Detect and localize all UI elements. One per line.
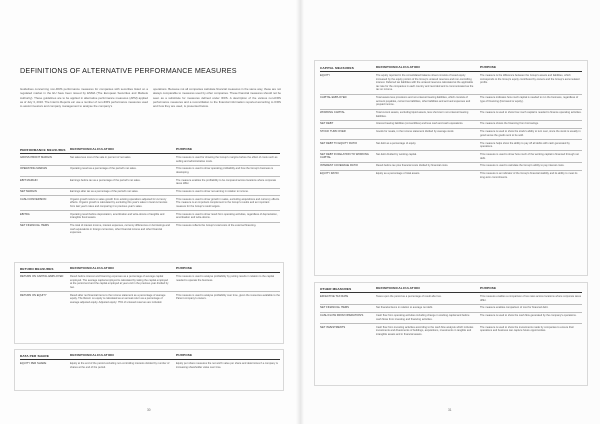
measure-definition: Organic growth refers to sales growth from existing operations adjusted for currency effects. Organic growth is calculated by excluding this year's sales in local currencies from last year's rates and comparing it to previous year's sales. <box>70 197 168 209</box>
measure-purpose: The measure indicates how much capital is needed to run the business, regardless of type of financing (borrowed or equity). <box>480 96 579 103</box>
intro-paragraph-left: Guidelines concerning non-IFRS performance measures for companies with securities listed on a regulated market in the EU have been issued by ESMA (The European Securities and Markets Authority). These guidelines are to be applied in alternative performance measures (APM) applied as of July 3, 2016. The Interim Reports etc use a number of non-IFRS performance measures used to assist investors and company management to analyse the company's <box>20 87 148 109</box>
table-row <box>20 154 280 165</box>
measure-purpose: This measure is an indicator of the Group's financial stability and its ability to meet its long-term commitments. <box>480 172 578 179</box>
measure-name: EFFECTIVE TAX RATE <box>320 294 349 298</box>
table-row <box>320 129 582 140</box>
measure-definition: Interest bearing liabilities (convertibles) and less cash and cash equivalents. <box>376 122 464 126</box>
column-header: PURPOSE <box>176 147 193 151</box>
measure-purpose: The measure enables comparison of cost for financed debt. <box>480 306 549 310</box>
page-title: DEFINITIONS OF ALTERNATIVE PERFORMANCE MEASURES <box>20 66 237 75</box>
measure-definition: Result before interest and financing expenses as a percentage of average capital employed. The average capital employed is calculated by taking the capital employed at the period end and the capital employed at year end in the previous year divided by two. <box>70 274 169 289</box>
measure-definition: Cash flow from operating activities including change in working capital and before cash flows from investing and financing activities. <box>376 314 470 321</box>
measure-name: CASH CONVERSION <box>20 197 47 201</box>
table-row <box>320 151 582 162</box>
measure-name: RETURN ON CAPITAL EMPLOYED <box>20 274 64 278</box>
table-row <box>20 189 280 197</box>
measure-definition: Total current assets, excluding liquid assets, less short-term non-interest bearing liabilities. <box>376 111 469 118</box>
measure-definition: Taxes upon the period as a percentage of result after tax. <box>376 294 442 298</box>
measure-definition: Goods for resale, in the income statement divided by average stock. <box>376 130 455 134</box>
table-row <box>320 140 582 151</box>
measure-purpose: This measure is used to calculate the Group's ability to pay interest costs. <box>480 164 565 168</box>
table-row <box>320 305 582 313</box>
data-per-share-table <box>20 354 280 371</box>
table-row <box>320 313 582 324</box>
measure-name: EQUITY RATIO <box>320 172 339 176</box>
measure-definition: Operating result as a percentage of the period's net sales. <box>70 167 137 171</box>
measure-name: INTEREST COVERAGE RATIO <box>320 164 358 168</box>
measure-name: CASH FLOW FROM OPERATION'S <box>320 314 364 318</box>
measure-definition: The total of interest income, interest expenses, currency differences on borrowings and cash equivalents in foreign currencies, other financial income and other financial expenses. <box>70 224 170 235</box>
table-row <box>320 95 582 110</box>
measure-purpose: This measure is used to analyse profitability over time, given the resources available to the Parent company's owners. <box>176 293 280 301</box>
measure-purpose: The measure is used to show the cash flow generated by the company's operations. <box>480 314 577 318</box>
table-row <box>320 110 582 121</box>
measure-name: NET INVESTMENTS <box>320 325 346 329</box>
table-row <box>20 273 280 292</box>
table-row <box>20 211 280 222</box>
measure-definition: Operating result before depreciation, amortization and write-downs of tangible and intangible fixed assets. <box>70 212 165 220</box>
measure-name: EBITDA <box>20 212 30 216</box>
measure-purpose: The measure is used to show the investments made by companies to ensure their operations and business can capture future opportunities. <box>480 325 574 333</box>
measure-name: EQUITY <box>320 73 331 77</box>
measure-name: NET FINANCIAL ITEMS <box>20 224 49 228</box>
column-header: PURPOSE <box>480 286 497 290</box>
table-row <box>20 223 280 237</box>
measure-name: RETURN ON EQUITY <box>20 293 47 297</box>
column-header: DATA PER SHARE <box>20 354 50 358</box>
measure-purpose: This measure reflects the Group's total costs of the external financing. <box>176 224 257 228</box>
measure-name: NET DEBT IN RELATION TO WORKING CAPITAL <box>320 153 369 160</box>
table-row <box>20 166 280 177</box>
measure-purpose: This measure is used for showing the Group's margins before the effect of costs such as selling and administrative costs. <box>176 155 278 163</box>
measure-name: NET DEBT <box>320 122 334 126</box>
measure-definition: Result before tax plus financial costs divided by financial costs. <box>376 164 449 168</box>
table-row <box>20 177 280 188</box>
column-header: DEFINITION/CALCULATION <box>376 65 420 69</box>
table-row <box>320 121 582 129</box>
column-header: OTHER MEASURES <box>320 287 352 291</box>
column-header: PURPOSE <box>176 266 193 270</box>
measure-purpose: This measure is used to show operating profitability and how the Group's business is developing. <box>176 167 274 174</box>
column-header: RETURN MEASURES <box>20 267 54 271</box>
measure-definition: Earnings after tax as a percentage of the period's net sales. <box>70 190 139 194</box>
measure-definition: Cash flow from investing activities according to the cash flow analysis which includes investments and divestments of buildings, acquisitions, investments in tangible and intangible assets and in financial assets. <box>376 325 474 336</box>
column-header: DEFINITION/CALCULATION <box>376 286 420 290</box>
measure-purpose: This measure is used to show net earning in relation to income. <box>176 190 249 194</box>
measure-definition: Result after net financial items to the income statement as a percentage of average equity. The Return on equity is calculated as an annual return as a percentage of average adjusted equity. Adjusted equity: 75% of untaxed reserves are included. <box>70 293 166 304</box>
measure-definition: The equity reported in the consolidated balance sheet consists of taxed equity increased by the equity portion of the Group's untaxed reserves and non-controlling interest. Deferred tax liabilities with the untaxed reserves calculated at the applicable tax rate for the companies in each country and recorded and is communicated as the tax on income. <box>376 73 474 92</box>
measure-name: NET DEBT TO EQUITY RATIO <box>320 141 358 145</box>
column-header: DEFINITION/CALCULATION <box>70 266 114 270</box>
column-header: PURPOSE <box>176 353 193 357</box>
measure-purpose: This measure is used to analyse profitability by putting results in relation to the capital needed to operate the business. <box>176 274 275 282</box>
table-row <box>20 360 280 370</box>
intro-paragraph-right: operations. Because not all companies calculate financial measures in the same way, these are not always comparable to measures used by other companies. These financial measures should not be seen as a substitute for measures defined under IFRS. A description of the various non-IFRS performance measures and a reconciliation to the financial information reported according to IFRS and how they are used, is presented below. <box>153 87 281 109</box>
table-row <box>320 324 582 338</box>
measure-purpose: This measure is used to show how much of the working capital is financed through net debt. <box>480 153 579 160</box>
measure-definition: Total assets less provisions and non-interest bearing liabilities, which consists of account payables, current tax liabilities, other liabilities and accrued expenses and prepaid income. <box>376 96 471 107</box>
measure-purpose: This measure enables a comparison of tax rates across locations where corporate taxes differ. <box>480 294 582 302</box>
table-row <box>320 72 582 94</box>
page-number-left: 30 <box>147 408 151 412</box>
measure-purpose: The measure is the difference between the Group's assets and liabilities, which corresponds to the Group's equity contributed by owners and the Group's accumulated profits. <box>480 73 580 85</box>
other-measures-table <box>320 287 582 338</box>
performance-measures-table <box>20 148 280 237</box>
measure-purpose: This measure is used to show result from operating activities, regardless of depreciation, amortisation and write-downs. <box>176 212 278 220</box>
measure-purpose: The measure is used to show the stock's ability to turn over, since the stock is usually in good sense the goods sent to be sold. <box>480 130 581 137</box>
table-row <box>20 196 280 211</box>
measure-purpose: This measure is used to show growth in sales, excluding acquisitions and currency effects. The measure is an important complement to the Group's results and an important measure for the Group's result targets. <box>176 197 280 209</box>
table-row <box>320 293 582 304</box>
measure-name: OPERATING MARGIN <box>20 167 48 171</box>
measure-definition: Net sales less cost of the sale in percent of net sales. <box>70 155 132 159</box>
table-row <box>20 292 280 306</box>
measure-purpose: The measure enables the profitability to be compared across locations where corporate taxes differ. <box>176 178 277 186</box>
table-row <box>320 171 582 181</box>
measure-name: NET MARGIN <box>20 190 37 194</box>
measure-definition: Net debt divided by working capital. <box>376 153 417 157</box>
column-header: DEFINITION/CALCULATION <box>70 147 114 151</box>
measure-name: STOCK TURN OVER <box>320 130 346 134</box>
measure-name: EBIT MARGIN <box>20 178 38 182</box>
measure-purpose: The measure helps show the ability to pay off all debts with cash generated by operations. <box>480 141 570 149</box>
measure-definition: Earnings before tax as a percentage of the period's net sales. <box>70 178 141 182</box>
measure-purpose: The measure shows the financing from borrowings. <box>480 122 539 126</box>
return-measures-table <box>20 267 280 306</box>
column-header: DEFINITION/CALCULATION <box>70 353 114 357</box>
column-header: CAPITAL MEASURES <box>320 66 354 70</box>
measure-purpose: The measure is used to show how much capital is needed to finance operating activities. <box>480 111 582 115</box>
measure-name: NET FINANCIAL ITEMS <box>320 306 349 310</box>
measure-definition: Equity at the end of the period excluding non-controlling interests divided by number of shares at the end of the period. <box>70 361 170 369</box>
measure-purpose: Equity per share measures the net worth value per share and determines if a company is increasing shareholder value over time. <box>176 361 278 369</box>
measure-definition: Net financial items in relation to average net debt. <box>376 306 433 310</box>
capital-measures-table <box>320 66 582 181</box>
measure-definition: Net debt as a percentage of equity. <box>376 141 417 145</box>
table-row <box>320 163 582 171</box>
column-header: PURPOSE <box>480 65 497 69</box>
measure-name: WORKING CAPITAL <box>320 111 345 115</box>
measure-definition: Equity as a percentage of total assets. <box>376 172 420 176</box>
page-number-right: 31 <box>448 408 452 412</box>
measure-name: EQUITY PER SHARE <box>20 361 47 365</box>
column-header: PERFORMANCE MEASURES <box>20 148 66 152</box>
book-gutter <box>296 0 304 424</box>
measure-name: CAPITAL EMPLOYED <box>320 96 347 100</box>
measure-name: GROSS PROFIT MARGIN <box>20 155 52 159</box>
